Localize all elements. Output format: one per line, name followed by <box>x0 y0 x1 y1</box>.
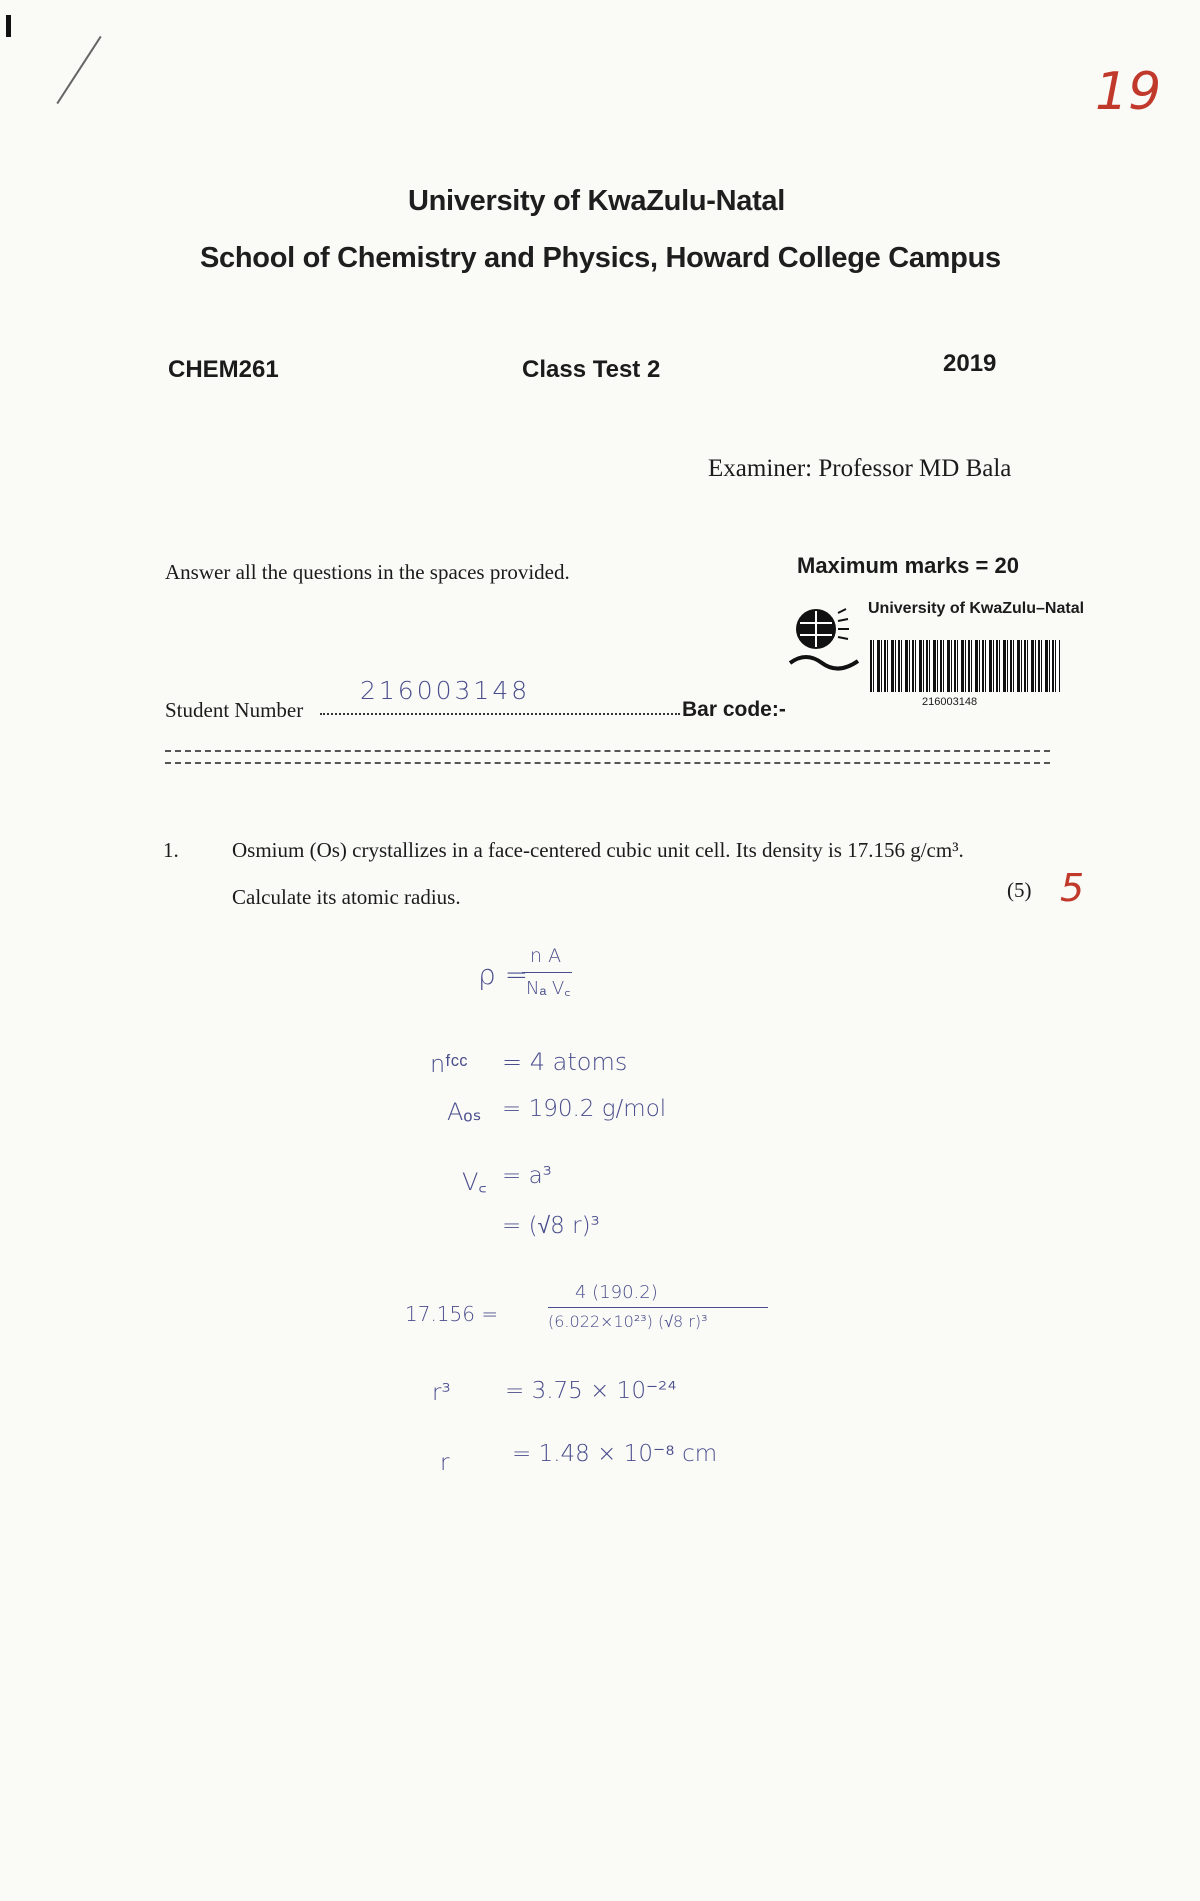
question-number: 1. <box>163 838 179 862</box>
school-title: School of Chemistry and Physics, Howard College Campus <box>200 242 1001 274</box>
formula-bar <box>522 972 572 973</box>
sub-numerator: 4 (190.2) <box>575 1282 658 1303</box>
formula-lhs: ρ = <box>478 958 529 991</box>
r3-label: r³ <box>432 1380 451 1406</box>
barcode <box>870 640 1060 692</box>
question-score: 5 <box>1060 866 1085 910</box>
year: 2019 <box>943 350 997 377</box>
university-logo-icon <box>788 603 860 673</box>
formula-numerator: n A <box>530 945 562 967</box>
instructions: Answer all the questions in the spaces provided. <box>165 560 570 584</box>
test-name: Class Test 2 <box>522 356 661 383</box>
a-label: Aₒₛ <box>447 1098 482 1126</box>
university-title: University of KwaZulu-Natal <box>408 185 786 217</box>
total-score: 19 <box>1095 62 1162 122</box>
pen-stroke <box>56 36 101 104</box>
a-value: = 190.2 g/mol <box>502 1096 667 1122</box>
course-code: CHEM261 <box>168 356 279 383</box>
question-text-line2: Calculate its atomic radius. <box>232 885 461 909</box>
barcode-org: University of KwaZulu–Natal <box>868 600 1085 617</box>
barcode-number: 216003148 <box>922 696 978 708</box>
n-label: nᶠᶜᶜ <box>430 1050 468 1078</box>
barcode-label: Bar code:- <box>682 698 786 721</box>
sub-lhs: 17.156 = <box>405 1302 499 1326</box>
question-text-line1: Osmium (Os) crystallizes in a face-centered cubic unit cell. Its density is 17.156 g/cm³. <box>232 838 964 862</box>
r-label: r <box>440 1450 450 1476</box>
sub-denominator: (6.022×10²³) (√8 r)³ <box>548 1312 708 1331</box>
formula-denominator: Nₐ V꜀ <box>526 978 571 999</box>
n-value: = 4 atoms <box>502 1048 628 1076</box>
vc-value-1: = a³ <box>502 1163 552 1189</box>
section-divider <box>165 750 1050 764</box>
vc-label: V꜀ <box>462 1168 487 1196</box>
student-number-value: 216003148 <box>360 676 531 705</box>
vc-value-2: = (√8 r)³ <box>502 1213 600 1239</box>
examiner: Examiner: Professor MD Bala <box>708 455 1012 482</box>
student-number-dots <box>320 713 680 715</box>
scan-mark <box>6 15 11 37</box>
r-value: = 1.48 × 10⁻⁸ cm <box>512 1441 718 1467</box>
max-marks: Maximum marks = 20 <box>797 553 1019 578</box>
r3-value: = 3.75 × 10⁻²⁴ <box>505 1378 677 1404</box>
question-marks: (5) <box>1007 878 1032 902</box>
student-number-label: Student Number <box>165 698 304 722</box>
sub-fraction-bar <box>548 1307 768 1308</box>
